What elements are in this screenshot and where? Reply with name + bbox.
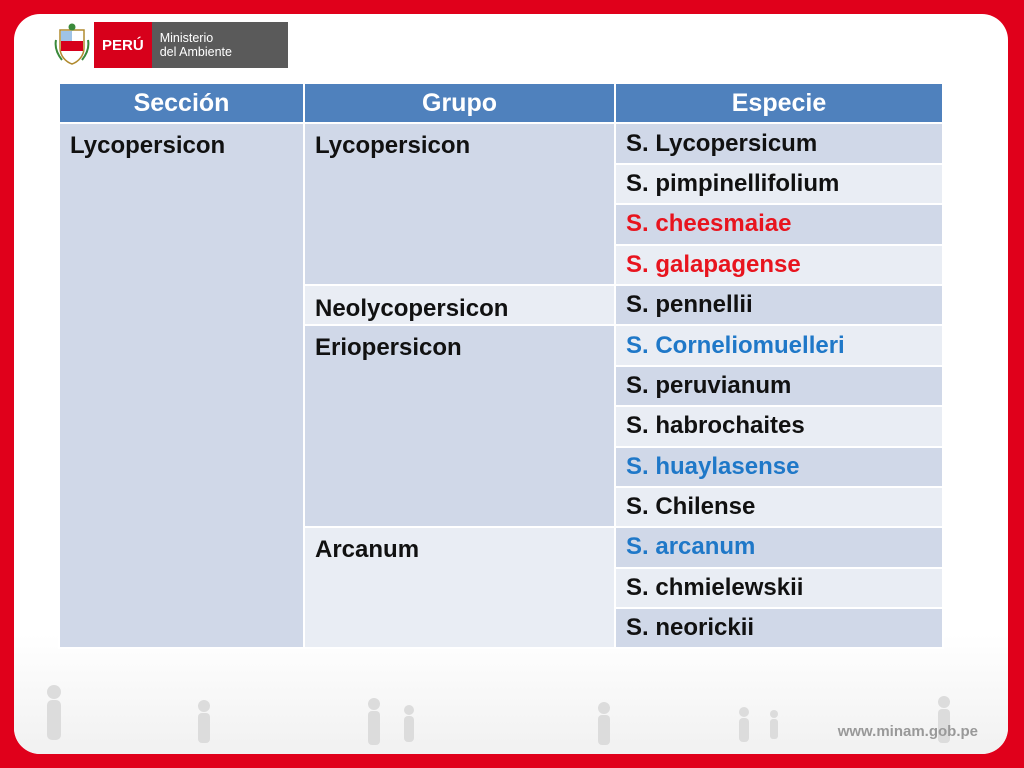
species-cell: S. cheesmaiae [615, 204, 943, 244]
coat-of-arms-icon [54, 22, 90, 68]
species-cell: S. Chilense [615, 487, 943, 527]
ministry-name [152, 22, 288, 68]
country-label: PERÚ [94, 22, 152, 68]
species-cell: S. pennellii [615, 285, 943, 325]
species-cell: S. Lycopersicum [615, 123, 943, 163]
table-header-row [59, 83, 943, 123]
column-header-grupo: Grupo [304, 83, 615, 123]
ministry-line2: del Ambiente [159, 45, 232, 59]
species-cell: S. galapagense [615, 245, 943, 285]
species-cell: S. neorickii [615, 608, 943, 648]
ministry-logo [54, 22, 288, 68]
column-header-especie: Especie [615, 83, 943, 123]
footer-url: www.minam.gob.pe [837, 723, 978, 740]
species-cell: S. arcanum [615, 527, 943, 567]
ministry-line1: Ministerio [159, 31, 214, 45]
column-header-seccion: Sección [59, 83, 304, 123]
section-cell: Lycopersicon [59, 123, 304, 648]
table-row [59, 123, 943, 163]
species-cell: S. pimpinellifolium [615, 164, 943, 204]
species-cell: S. chmielewskii [615, 568, 943, 608]
species-table [58, 82, 944, 649]
group-cell: Neolycopersicon [304, 285, 615, 325]
group-cell: Lycopersicon [304, 123, 615, 285]
group-cell: Eriopersicon [304, 325, 615, 527]
species-cell: S. habrochaites [615, 406, 943, 446]
table-body [59, 123, 943, 648]
species-cell: S. Corneliomuelleri [615, 325, 943, 365]
species-cell: S. peruvianum [615, 366, 943, 406]
species-cell: S. huaylasense [615, 447, 943, 487]
group-cell: Arcanum [304, 527, 615, 648]
